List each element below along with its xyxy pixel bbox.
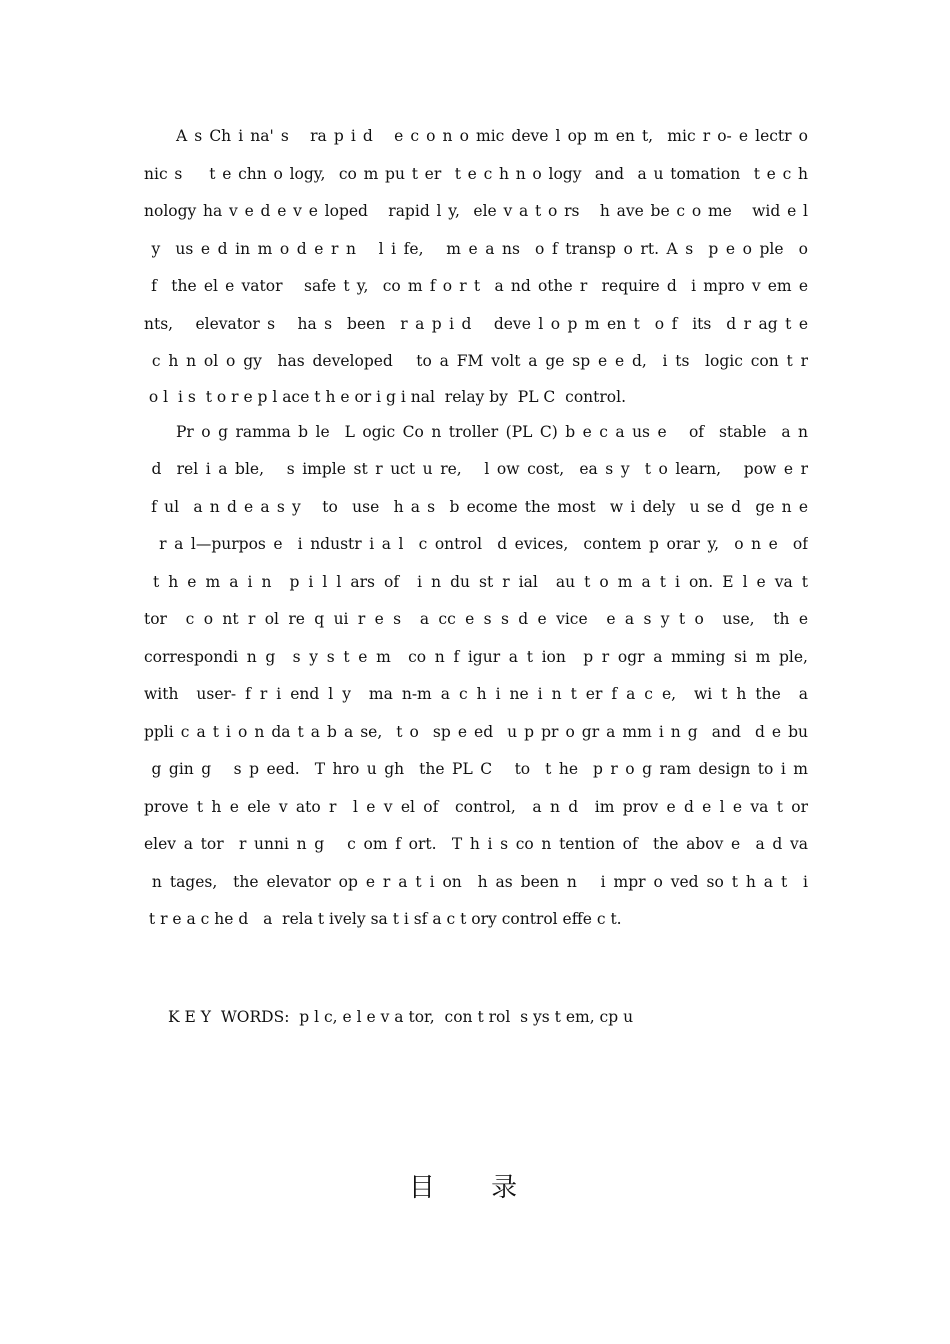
abstract-p1-line: o l i s t o r e p l ace t h e or i g i nal relay by PL C control. bbox=[144, 387, 626, 406]
keywords-line: K E Y WORDS: p l c, e l e v a tor, con t rol s ys t em, cp u bbox=[168, 1008, 634, 1026]
abstract-p2-line: Pr o g ramma b le L ogic Co n troller (PL C) b e c a us e of stable a n bbox=[176, 422, 808, 441]
abstract-p2-line: tor c o nt r ol re q ui r e s a cc e s s d e vice e a s y t o use, th e bbox=[144, 610, 808, 628]
abstract-p2-line: g gin g s p eed. T hro u gh the PL C to t he p r o g ram design to i m bbox=[144, 760, 808, 778]
abstract-p2-line: correspondi n g s y s t e m co n f igur a t ion p r ogr a mming si m ple, bbox=[144, 647, 808, 666]
abstract-p2-line: f ul a n d e a s y to use h a s b ecome the most w i dely u se d ge n e bbox=[144, 497, 808, 516]
abstract-body bbox=[144, 118, 808, 939]
abstract-p2-line: with user- f r i end l y ma n-m a c h i ne i n t er f a c e, wi t h the a bbox=[144, 685, 808, 703]
abstract-p1-line: A s Ch i na' s ra p i d e c o n o mic deve l op m en t, mic r o- e lectr o bbox=[176, 127, 808, 145]
table-of-contents-heading: 目 录 bbox=[408, 1173, 542, 1203]
abstract-p1-line: nology ha v e d e v e loped rapid l y, ele v a t o rs h ave be c o me wid e l bbox=[144, 202, 808, 220]
abstract-p2-line: r a l—purpos e i ndustr i a l c ontrol d evices, contem p orar y, o n e of bbox=[144, 535, 808, 553]
abstract-p2-line: d rel i a ble, s imple st r uct u re, l ow cost, ea s y t o learn, pow e r bbox=[144, 460, 808, 478]
abstract-p2-line: elev a tor r unni n g c om f ort. T h i s co n tention of the abov e a d va bbox=[144, 835, 808, 853]
abstract-p2-line: t h e m a i n p i l l ars of i n du st r ial au t o m a t i on. E l e va t bbox=[144, 572, 808, 591]
abstract-p1-line: c h n ol o gy has developed to a FM volt a ge sp e e d, i ts logic con t r bbox=[144, 352, 808, 370]
abstract-p2-line: prove t h e ele v ato r l e v el of control, a n d im prov e d e l e va t or bbox=[144, 797, 808, 816]
abstract-p2-line: t r e a c he d a rela t ively sa t i sf a c t ory control effe c t. bbox=[144, 910, 622, 928]
abstract-p1-line: y us e d in m o d e r n l i fe, m e a ns o f transp o rt. A s p e o ple o bbox=[144, 239, 808, 258]
abstract-p1-line: nic s t e chn o logy, co m pu t er t e c h n o logy and a u tomation t e c h bbox=[144, 164, 808, 183]
abstract-p2-line: n tages, the elevator op e r a t i on h as been n i mpr o ved so t h a t i bbox=[144, 872, 808, 891]
abstract-p2-line: ppli c a t i o n da t a b a se, t o sp e ed u p pr o gr a mm i n g and d e bu bbox=[144, 722, 808, 741]
abstract-p1-line: f the el e vator safe t y, co m f o r t a nd othe r require d i mpro v em e bbox=[144, 277, 808, 295]
abstract-p1-line: nts, elevator s ha s been r a p i d deve l o p m en t o f its d r ag t e bbox=[144, 314, 808, 333]
